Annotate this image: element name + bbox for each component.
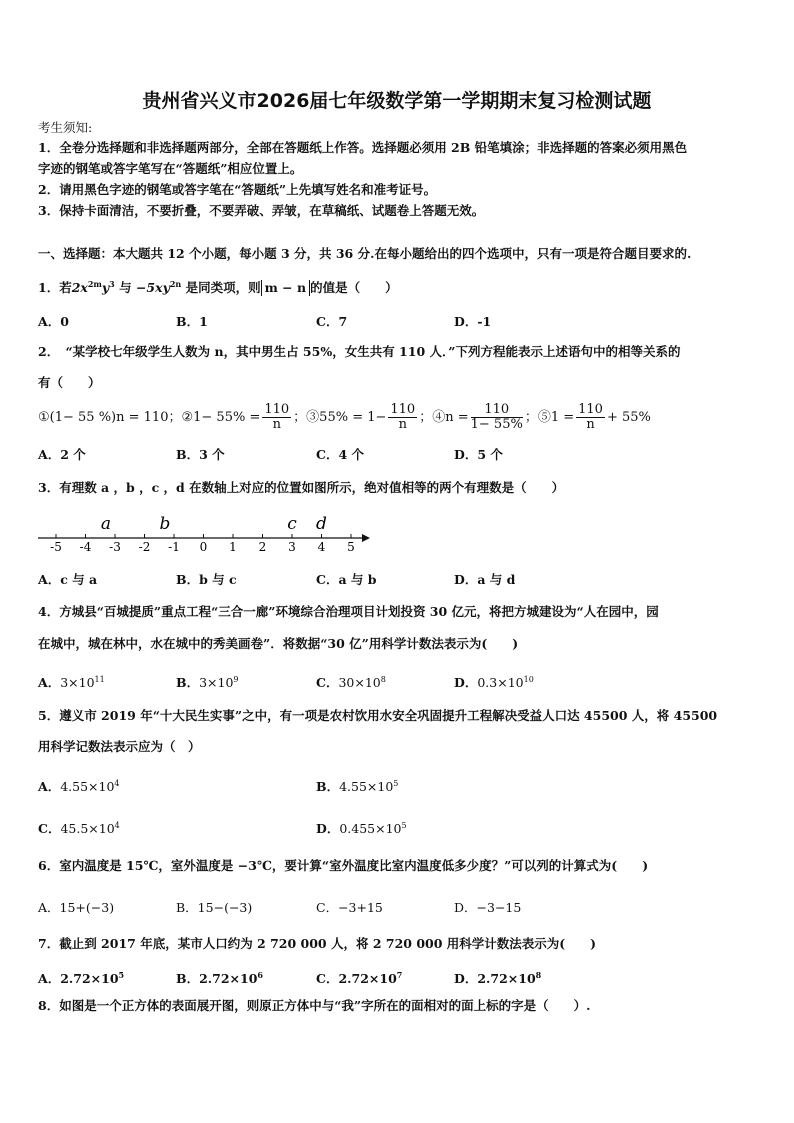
q4-option-a: A．$3\times 10^{11}$ <box>38 675 105 691</box>
q2-option-d: D．5 个 <box>454 447 503 462</box>
q6-option-a: A．15+(−3) <box>38 900 115 915</box>
q2-option-c: C．4 个 <box>316 447 364 462</box>
q4-option-d: D．$0.3\times 10^{10}$ <box>454 675 534 691</box>
q3-option-b: B．b 与 c <box>176 572 237 587</box>
q5-option-c: C．$45.5\times 10^4$ <box>38 821 120 837</box>
number-line-tick-label: 0 <box>199 540 208 554</box>
number-line-point-label-c: c <box>287 514 297 534</box>
notice-item-1b: 字迹的钢笔或答字笔写在“答题纸”相应位置上。 <box>38 161 303 176</box>
question-3: 3．有理数 a ，b ，c ，d 在数轴上对应的位置如图所示，绝对值相等的两个有理数是（ ） <box>38 480 565 495</box>
number-line-point-label-a: a <box>100 514 112 534</box>
question-6: 6．室内温度是 15℃，室外温度是 −3℃，要计算“室外温度比室内温度低多少度？”可以列的计算式为( ) <box>38 858 649 873</box>
question-2-line2: 有（ ） <box>38 375 101 390</box>
q1-option-a: A．0 <box>38 314 69 329</box>
number-line-tick-label: -3 <box>109 540 121 554</box>
q6-option-b: B．15−(−3) <box>176 900 253 915</box>
number-line-tick-label: 4 <box>317 540 326 554</box>
q7-option-b: B．$2.72\times 10^6$ <box>176 970 263 987</box>
number-line-tick-label: 1 <box>229 540 237 554</box>
number-line-figure <box>36 510 376 558</box>
q4-option-c: C．$30\times 10^8$ <box>316 675 386 691</box>
notice-item-3: 3．保持卡面清洁，不要折叠，不要弄破、弄皱，在草稿纸、试题卷上答题无效。 <box>38 203 485 218</box>
q3-option-d: D．a 与 d <box>454 572 516 587</box>
page-title: 贵州省兴义市2026届七年级数学第一学期期末复习检测试题 <box>142 90 652 112</box>
section-heading: 一、选择题：本大题共 12 个小题，每小题 3 分，共 36 分.在每小题给出的四个选项中，只有一项是符合题目要求的. <box>38 246 692 261</box>
question-4-line2: 在城中，城在林中，水在城中的秀美画卷”．将数据“30 亿”用科学计数法表示为( ) <box>38 636 519 651</box>
question-1: 1．若$2x^{2m}y^3$ 与 $-5xy^{2n}$ 是同类项，则 m − n 的值是（ ） <box>38 279 398 296</box>
question-2-equations: ①(1− 55 %)n = 110；②1− 55% = $\frac{110}{n}$ ；③55% = 1− $\frac{110}{n}$ ；④n = $\frac{110}{1- 55\%}$ ；⑤1 = $\frac{110}{n}$ + 55% <box>38 402 651 432</box>
number-line-tick-label: -4 <box>79 540 92 554</box>
notice-item-1: 1．全卷分选择题和非选择题两部分，全部在答题纸上作答。选择题必须用 2B 铅笔填涂；非选择题的答案必须用黑色 <box>38 140 688 155</box>
number-line-tick-label: -1 <box>168 540 180 554</box>
question-4-line1: 4．方城县“百城提质”重点工程“三合一廊”环境综合治理项目计划投资 30 亿元，将把方城建设为“人在园中，园 <box>38 604 659 619</box>
q2-option-a: A．2 个 <box>38 447 86 462</box>
q6-option-d: D．−3−15 <box>454 900 522 915</box>
number-line-tick-label: 2 <box>258 540 267 554</box>
notice-item-2: 2．请用黑色字迹的钢笔或答字笔在“答题纸”上先填写姓名和准考证号。 <box>38 182 437 197</box>
q7-option-c: C．$2.72\times 10^7$ <box>316 970 403 987</box>
notice-heading: 考生须知: <box>38 120 93 135</box>
number-line-point-label-b: b <box>159 514 171 534</box>
question-8: 8．如图是一个正方体的表面展开图，则原正方体中与“我”字所在的面相对的面上标的字是（ ）. <box>38 998 591 1013</box>
q2-option-b: B．3 个 <box>176 447 225 462</box>
number-line-tick-label: -5 <box>50 540 62 554</box>
q4-option-b: B．$3\times 10^9$ <box>176 675 239 691</box>
q7-option-d: D．$2.72\times 10^8$ <box>454 970 542 987</box>
question-2-line1: 2． “某学校七年级学生人数为 n，其中男生占 55%，女生共有 110 人．”下列方程能表示上述语句中的相等关系的 <box>38 344 681 359</box>
number-line-arrow-icon <box>362 534 370 542</box>
q1-option-b: B．1 <box>176 314 208 329</box>
question-7: 7．截止到 2017 年底，某市人口约为 2 720 000 人，将 2 720 000 用科学计数法表示为( ) <box>38 936 597 951</box>
q5-option-a: A．$4.55\times 10^4$ <box>38 779 120 795</box>
q5-option-b: B．$4.55\times 10^5$ <box>316 779 399 795</box>
q6-option-c: C．−3+15 <box>316 900 383 915</box>
q3-option-c: C．a 与 b <box>316 572 377 587</box>
q5-option-d: D．$0.455\times 10^5$ <box>316 821 407 837</box>
number-line-tick-label: 5 <box>347 540 355 554</box>
q1-option-c: C．7 <box>316 314 348 329</box>
number-line-tick-label: -2 <box>138 540 151 554</box>
question-5-line1: 5．遵义市 2019 年“十大民生实事”之中，有一项是农村饮用水安全巩固提升工程解决受益人口达 45500 人，将 45500 <box>38 708 718 723</box>
question-5-line2: 用科学记数法表示应为（ ） <box>38 739 201 754</box>
q1-option-d: D．-1 <box>454 314 492 329</box>
q7-option-a: A．$2.72\times 10^5$ <box>38 970 125 987</box>
number-line-point-label-d: d <box>316 514 327 534</box>
q3-option-a: A．c 与 a <box>38 572 98 587</box>
number-line-tick-label: 3 <box>288 540 296 554</box>
